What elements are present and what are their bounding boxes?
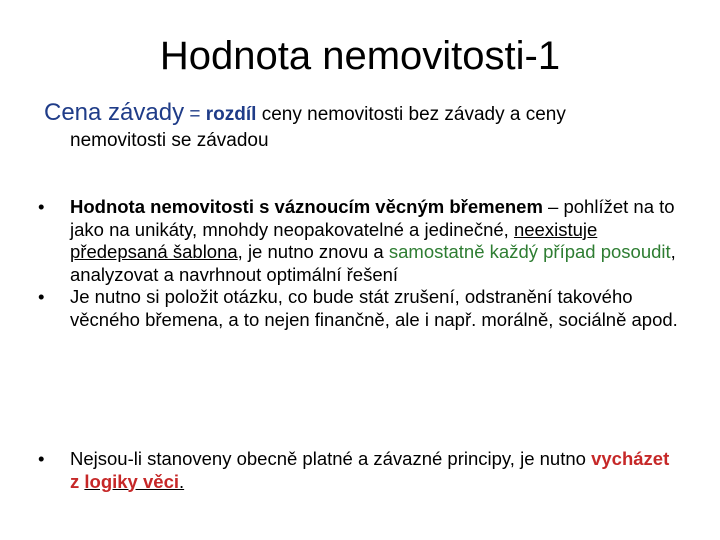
bullet-dot: • bbox=[38, 286, 45, 307]
bullet1-text-c: , analyzovat a navrhnout optimální řešení bbox=[70, 241, 676, 285]
bullet-item-2 bbox=[38, 286, 678, 331]
definition-rozdil: rozdíl bbox=[205, 104, 257, 125]
definition-rest-line2: nemovitosti se závadou bbox=[70, 130, 269, 151]
bullet1-dash: – bbox=[542, 196, 559, 217]
bullet3-end: . bbox=[179, 470, 185, 492]
bullet1-bold: Hodnota nemovitosti s váznoucím věcným břemenem bbox=[70, 196, 543, 217]
bullet-dot: • bbox=[38, 196, 45, 217]
bullet3-red-b: logiky věci bbox=[84, 470, 179, 492]
bullet1-text-a: pohlížet na to jako na unikáty, mnohdy neopakovatelné a jedinečné, bbox=[70, 196, 675, 240]
bullet-item-1 bbox=[38, 196, 678, 286]
slide-title: Hodnota nemovitosti-1 bbox=[159, 34, 561, 78]
definition-rest-line1: ceny nemovitosti bez závady a ceny bbox=[261, 104, 566, 125]
definition-term: Cena závady bbox=[44, 99, 185, 126]
definition-block bbox=[44, 100, 684, 154]
definition-equals: = bbox=[189, 104, 201, 125]
bullet-list-1 bbox=[38, 196, 678, 331]
bullet-dot: • bbox=[38, 448, 45, 469]
bullet1-text-b: , je nutno znovu a bbox=[237, 241, 384, 262]
bullet2-text: Je nutno si položit otázku, co bude stát zrušení, odstranění takového věcného břemena, a to nejen finančně, ale i např. morálně, sociálně apod. bbox=[70, 286, 678, 330]
bullet1-underlined: neexistuje předepsaná šablona bbox=[70, 218, 598, 262]
definition-line-1 bbox=[44, 100, 684, 128]
bullet3-red-a: vycházet z bbox=[70, 448, 670, 492]
bullet-list-2 bbox=[38, 448, 678, 493]
bullet1-green: samostatně každý případ posoudit bbox=[388, 241, 671, 262]
bullet3-text-a: Nejsou-li stanoveny obecně platné a závazné principy, je nutno bbox=[70, 448, 586, 469]
bullet-item-3 bbox=[38, 448, 678, 493]
